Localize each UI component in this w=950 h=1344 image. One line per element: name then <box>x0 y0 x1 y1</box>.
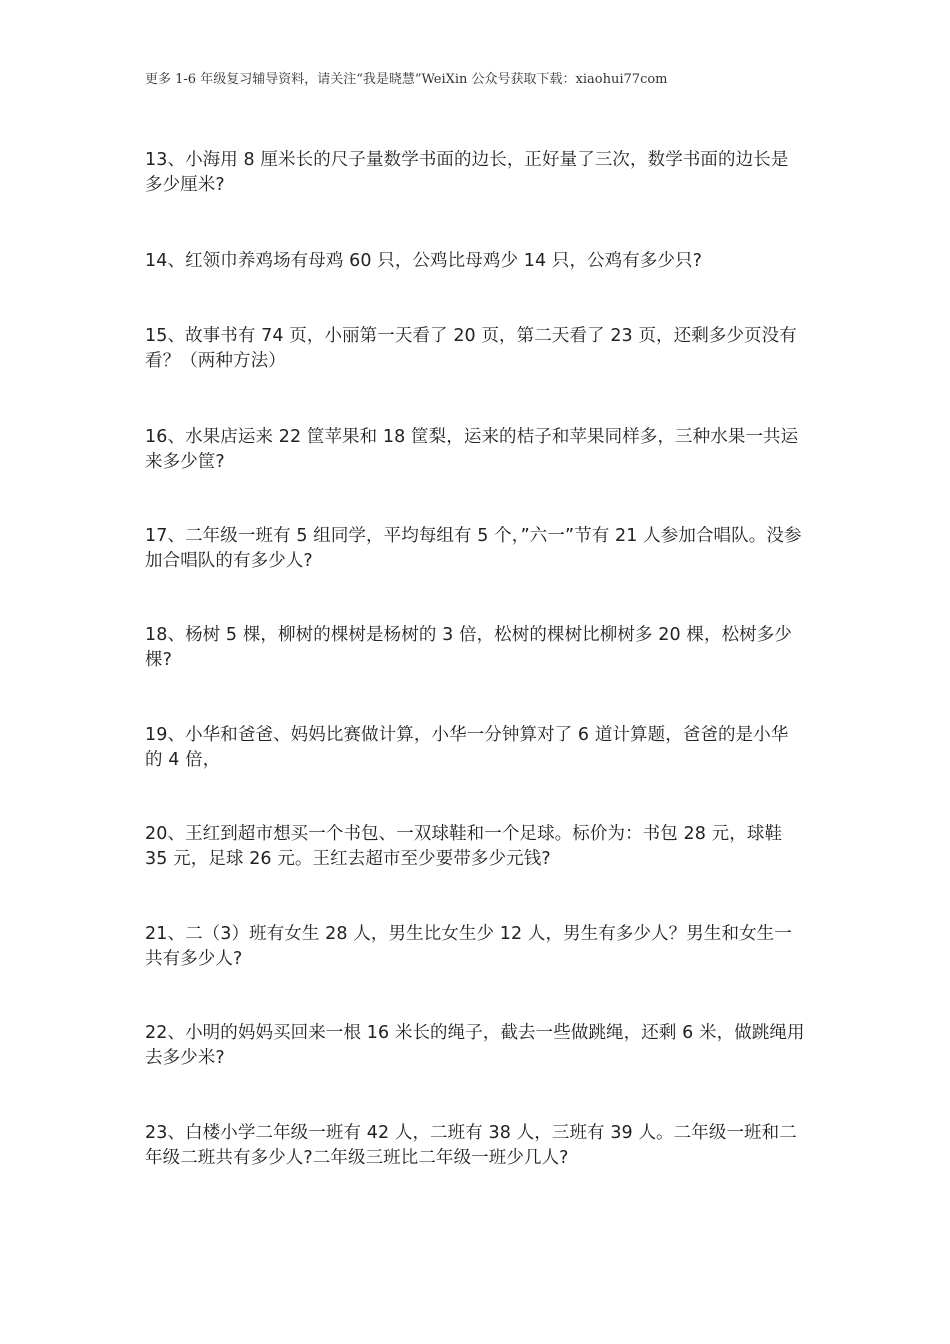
question-14: 14、红领巾养鸡场有母鸡 60 只，公鸡比母鸡少 14 只，公鸡有多少只? <box>145 251 703 271</box>
question-18: 18、杨树 5 棵，柳树的棵树是杨树的 3 倍，松树的棵树比柳树多 20 棵，松树多少棵? <box>145 625 792 670</box>
question-19: 19、小华和爸爸、妈妈比赛做计算，小华一分钟算对了 6 道计算题，爸爸的是小华的 4 倍， <box>145 725 789 770</box>
question-23: 23、白楼小学二年级一班有 42 人，二班有 38 人，三班有 39 人。二年级一班和二年级二班共有多少人?二年级三班比二年级一班少几人? <box>145 1123 797 1168</box>
question-13: 13、小海用 8 厘米长的尺子量数学书面的边长，正好量了三次，数学书面的边长是多少厘米? <box>145 150 789 195</box>
question-21: 21、二（3）班有女生 28 人，男生比女生少 12 人，男生有多少人？男生和女生一共有多少人? <box>145 924 792 969</box>
page-header: 更多 1-6 年级复习辅导资料，请关注“我是晓慧”WeiXin 公众号获取下载：xiaohui77com <box>145 72 668 87</box>
question-17: 17、二年级一班有 5 组同学，平均每组有 5 个，”六一”节有 21 人参加合唱队。没参加合唱队的有多少人? <box>145 526 802 571</box>
question-15: 15、故事书有 74 页，小丽第一天看了 20 页，第二天看了 23 页，还剩多少页没有看？（两种方法） <box>145 326 797 371</box>
question-20: 20、王红到超市想买一个书包、一双球鞋和一个足球。标价为：书包 28 元，球鞋 35 元，足球 26 元。王红去超市至少要带多少元钱? <box>145 824 783 869</box>
question-22: 22、小明的妈妈买回来一根 16 米长的绳子，截去一些做跳绳，还剩 6 米，做跳绳用去多少米? <box>145 1023 805 1068</box>
question-16: 16、水果店运来 22 筐苹果和 18 筐梨，运来的桔子和苹果同样多，三种水果一共运来多少筐? <box>145 427 799 472</box>
